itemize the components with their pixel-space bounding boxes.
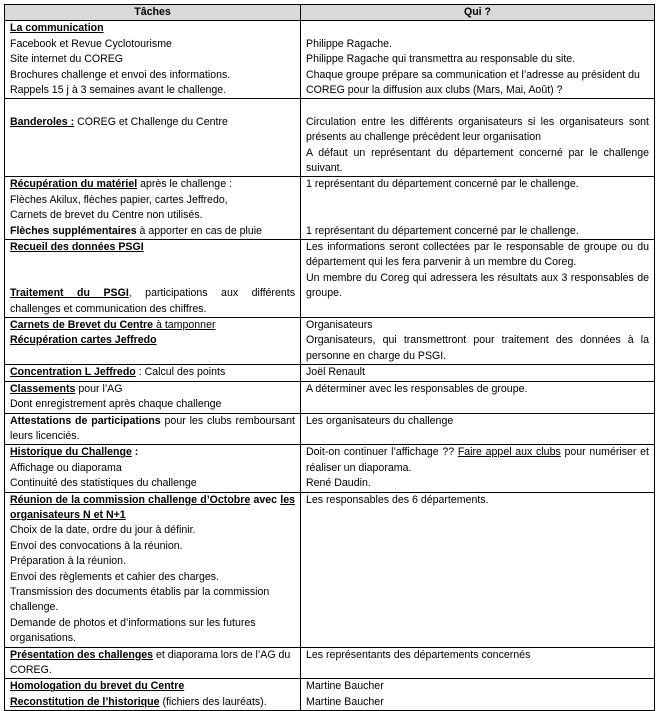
who-text: Doit-on continuer l’affichage ?? — [306, 446, 458, 459]
who-line: Les organisateurs du challenge — [306, 414, 454, 427]
table-row — [5, 318, 655, 365]
header-qui: Qui ? — [301, 5, 655, 21]
table-row — [5, 413, 655, 445]
table-row — [5, 381, 655, 413]
task-cell — [5, 679, 301, 711]
who-cell — [301, 492, 655, 647]
task-title: Concentration L Jeffredo — [10, 366, 136, 379]
task-text: : — [131, 446, 139, 459]
task-line: Brochures challenge et envoi des informations. — [10, 68, 231, 81]
task-line: Facebook et Revue Cyclotourisme — [10, 37, 172, 50]
task-line: Choix de la date, ordre du jour à définir. — [10, 524, 196, 537]
task-cell — [5, 177, 301, 240]
task-line: Envoi des règlements et cahier des charges. — [10, 570, 220, 583]
task-text: après le challenge : — [137, 178, 232, 191]
who-line: A déterminer avec les responsables de groupe. — [306, 382, 528, 395]
task-bold: Flèches supplémentaires — [10, 224, 137, 237]
who-line: Philippe Ragache. — [306, 37, 392, 50]
task-line: Rappels 15 j à 3 semaines avant le challenge. — [10, 84, 227, 97]
who-line: Philippe Ragache qui transmettra au responsable du site. — [306, 53, 576, 66]
task-title: les organisateurs N et N+1 — [10, 493, 295, 521]
who-line: 1 représentant du département concerné par le challenge. — [306, 224, 579, 237]
task-title: Carnets de Brevet du Centre — [10, 319, 154, 332]
table-row — [5, 240, 655, 318]
task-line: Site internet du COREG — [10, 53, 124, 66]
task-title: Récupération cartes Jeffredo — [10, 334, 157, 347]
task-text: avec — [250, 493, 281, 506]
task-text: pour les clubs remboursant leurs licenciés. — [10, 414, 295, 442]
task-title: Recueil des données PSGI — [10, 241, 144, 254]
task-title: La communication — [10, 22, 104, 35]
task-title: Réunion de la commission challenge d’Octobre — [10, 493, 251, 506]
who-line: Martine Baucher — [306, 695, 384, 708]
task-line: Préparation à la réunion. — [10, 555, 127, 568]
task-text: (fichiers des lauréats). — [159, 695, 267, 708]
task-title: Historique du Challenge — [10, 446, 132, 459]
task-text: et diaporama lors de l’AG du COREG. — [10, 648, 291, 677]
table-row — [5, 177, 655, 240]
task-cell — [5, 99, 301, 177]
task-text: COREG et Challenge du Centre — [74, 115, 228, 128]
task-text: à apporter en cas de pluie — [136, 224, 263, 237]
task-text: à tamponner — [153, 319, 216, 332]
who-cell — [301, 21, 655, 99]
who-cell — [301, 413, 655, 445]
task-title: Banderoles : — [10, 115, 75, 128]
task-line: Demande de photos et d’informations sur les futures organisations. — [10, 616, 256, 645]
task-title: Reconstitution de l’historique — [10, 695, 160, 708]
who-cell — [301, 365, 655, 381]
task-text: , participations aux différents challenges et communication des chiffres. — [10, 287, 295, 315]
task-text: pour l’AG — [75, 382, 123, 395]
task-cell — [5, 413, 301, 445]
who-line: Les informations seront collectées par le responsable de groupe ou du département qui les fera parvenir à un membre du Coreg. — [306, 241, 649, 269]
table-row — [5, 647, 655, 679]
who-underlined: Faire appel aux clubs — [457, 446, 561, 459]
task-text: : Calcul des points — [135, 366, 226, 379]
header-row — [5, 5, 655, 21]
task-cell — [5, 445, 301, 492]
table-row — [5, 492, 655, 647]
table-row — [5, 99, 655, 177]
table-row — [5, 365, 655, 381]
task-title: Attestations de participations — [10, 414, 161, 427]
task-line: Carnets de brevet du Centre non utilisés. — [10, 209, 203, 222]
task-title: Présentation des challenges — [10, 648, 154, 661]
header-taches: Tâches — [5, 5, 301, 21]
who-line: Organisateurs — [306, 319, 373, 332]
task-cell — [5, 240, 301, 318]
tasks-table — [4, 4, 655, 711]
task-line: Flèches Akilux, flèches papier, cartes Jeffredo, — [10, 193, 228, 206]
who-line: Martine Baucher — [306, 680, 384, 693]
who-cell — [301, 381, 655, 413]
task-line: Envoi des convocations à la réunion. — [10, 539, 183, 552]
table-row — [5, 679, 655, 711]
task-cell — [5, 492, 301, 647]
who-cell — [301, 647, 655, 679]
task-title: Classements — [10, 382, 76, 395]
task-line: Affichage ou diaporama — [10, 461, 122, 474]
who-line: 1 représentant du département concerné par le challenge. — [306, 178, 579, 191]
who-cell — [301, 679, 655, 711]
task-line: Transmission des documents établis par la commission challenge. — [10, 585, 270, 614]
who-line: Un membre du Coreg qui adressera les résultats aux 3 responsables de groupe. — [306, 271, 649, 300]
task-cell — [5, 365, 301, 381]
task-cell — [5, 647, 301, 679]
task-title: Traitement du PSGI — [10, 287, 129, 300]
who-line: Joël Renault — [306, 366, 365, 379]
task-line: Continuité des statistiques du challenge — [10, 477, 197, 490]
who-line: René Daudin. — [306, 477, 371, 490]
who-cell — [301, 177, 655, 240]
table-row — [5, 445, 655, 492]
who-line: Circulation entre les différents organisateurs si les organisateurs sont présents au challenge précédent leur organisation — [306, 115, 649, 144]
who-line: Chaque groupe prépare sa communication et l’adresse au président du COREG pour la diffusion aux clubs (Mars, Mai, Août) ? — [306, 68, 640, 97]
who-line: Les représentants des départements concernés — [306, 648, 531, 661]
task-title: Homologation du brevet du Centre — [10, 680, 185, 693]
task-title: Récupération du matériel — [10, 178, 138, 191]
who-line: Organisateurs, qui transmettront pour traitement des données à la personne en charge du PSGI. — [306, 334, 649, 362]
who-line: Les responsables des 6 départements. — [306, 493, 489, 506]
who-cell — [301, 318, 655, 365]
table-row — [5, 21, 655, 99]
who-cell — [301, 240, 655, 318]
task-line: Dont enregistrement après chaque challenge — [10, 398, 222, 411]
task-cell — [5, 381, 301, 413]
who-text: pour numériser et réaliser un diaporama. — [306, 446, 649, 474]
task-cell — [5, 21, 301, 99]
who-cell — [301, 99, 655, 177]
who-cell — [301, 445, 655, 492]
task-cell — [5, 318, 301, 365]
who-line: A défaut un représentant du département concerné par le challenge suivant. — [306, 146, 649, 175]
